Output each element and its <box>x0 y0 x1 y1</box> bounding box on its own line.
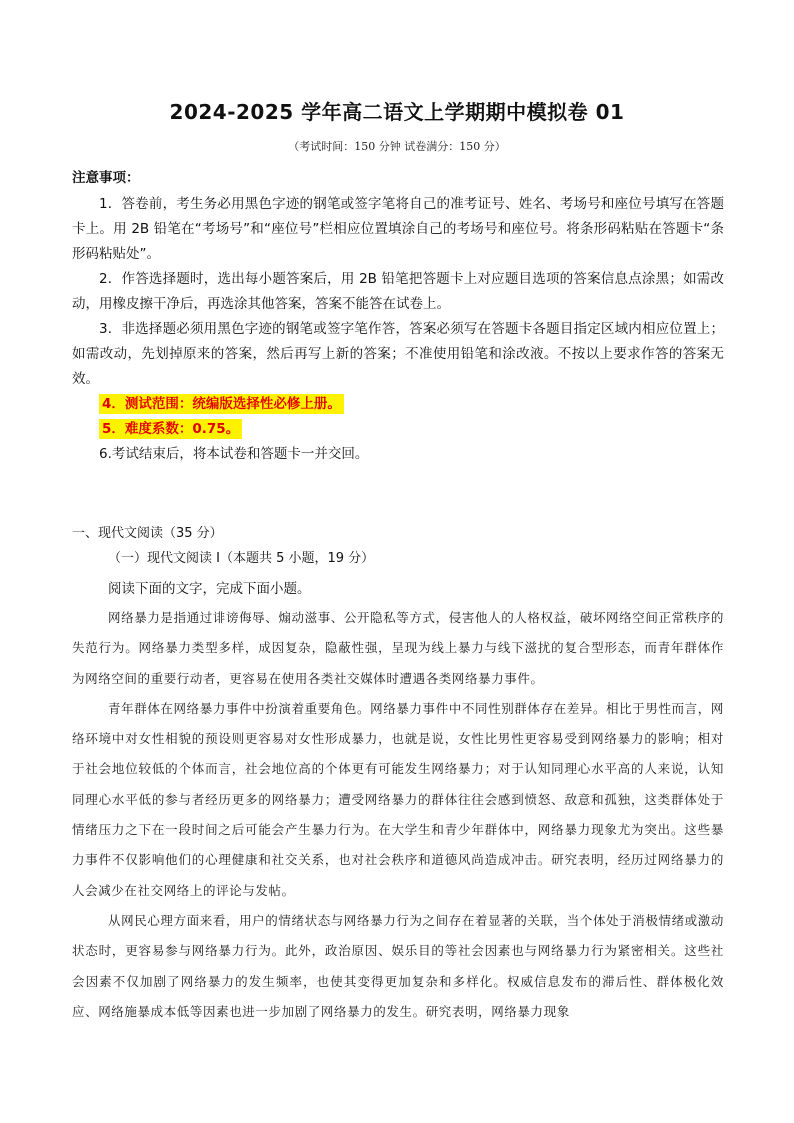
notice-heading: 注意事项： <box>72 170 140 186</box>
notice-item: 3．非选择题必须用黑色字迹的钢笔或签字笔作答，答案必须写在答题卡各题目指定区域内相应位置上；如需改动，先划掉原来的答案，然后再写上新的答案；不准使用铅笔和涂改液。不按以上要求作答的答案无效。 <box>72 321 724 387</box>
notice-item <box>72 417 724 442</box>
passage-paragraph: 网络暴力是指通过诽谤侮辱、煽动滋事、公开隐私等方式，侵害他人的人格权益，破坏网络空间正常秩序的失范行为。网络暴力类型多样，成因复杂，隐蔽性强，呈现为线上暴力与线下滋扰的复合型形态，而青年群体作为网络空间的重要行动者，更容易在使用各类社交媒体时遭遇各类网络暴力事件。 <box>72 610 724 686</box>
notice-item <box>72 392 724 417</box>
passage-paragraph: 青年群体在网络暴力事件中扮演着重要角色。网络暴力事件中不同性别群体存在差异。相比于男性而言，网络环境中对女性相貌的预设则更容易对女性形成暴力，也就是说，女性比男性更容易受到网络暴力的影响；相对于社会地位较低的个体而言，社会地位高的个体更有可能发生网络暴力；对于认知同理心水平高的人来说，认知同理心水平低的参与者经历更多的网络暴力；遭受网络暴力的群体往往会感到愤怒、敌意和孤独，这类群体处于情绪压力之下在一段时间之后可能会产生暴力行为。在大学生和青少年群体中，网络暴力现象尤为突出。这些暴力事件不仅影响他们的心理健康和社交关系，也对社会秩序和道德风尚造成冲击。研究表明，经历过网络暴力的人会减少在社交网络上的评论与发帖。 <box>72 700 724 898</box>
subsection-heading: （一）现代文阅读 I（本题共 5 小题，19 分） <box>108 551 375 566</box>
passage-paragraph: 从网民心理方面来看，用户的情绪状态与网络暴力行为之间存在着显著的关联，当个体处于消极情绪或激动状态时，更容易参与网络暴力行为。此外，政治原因、娱乐目的等社会因素也与网络暴力行为紧密相关。这些社会因素不仅加剧了网络暴力的发生频率，也使其变得更加复杂和多样化。权威信息发布的滞后性、群体极化效应、网络施暴成本低等因素也进一步加剧了网络暴力的发生。研究表明，网络暴力现象 <box>72 912 724 1019</box>
notice-item: 6.考试结束后，将本试卷和答题卡一并交回。 <box>99 446 369 462</box>
notice-list <box>72 192 724 467</box>
notice-item: 1．答卷前，考生务必用黑色字迹的钢笔或签字笔将自己的准考证号、姓名、考场号和座位号填写在答题卡上。用 2B 铅笔在“考场号”和“座位号”栏相应位置填涂自己的考场号和座位号。将条形码粘贴在答题卡“条形码粘贴处”。 <box>72 196 724 262</box>
page-title: 2024-2025 学年高二语文上学期期中模拟卷 01 <box>169 100 625 124</box>
highlighted-notice: 4．测试范围：统编版选择性必修上册。 <box>99 394 344 414</box>
notice-item: 2．作答选择题时，选出每小题答案后，用 2B 铅笔把答题卡上对应题目选项的答案信息点涂黑；如需改动，用橡皮擦干净后，再选涂其他答案，答案不能答在试卷上。 <box>72 271 724 312</box>
reading-instruction: 阅读下面的文字，完成下面小题。 <box>108 581 311 597</box>
section-heading: 一、现代文阅读（35 分） <box>72 526 223 541</box>
reading-passage <box>72 603 724 1027</box>
highlighted-notice: 5．难度系数：0.75。 <box>99 419 242 439</box>
exam-info: （考试时间：150 分钟 试卷满分：150 分） <box>288 140 506 153</box>
